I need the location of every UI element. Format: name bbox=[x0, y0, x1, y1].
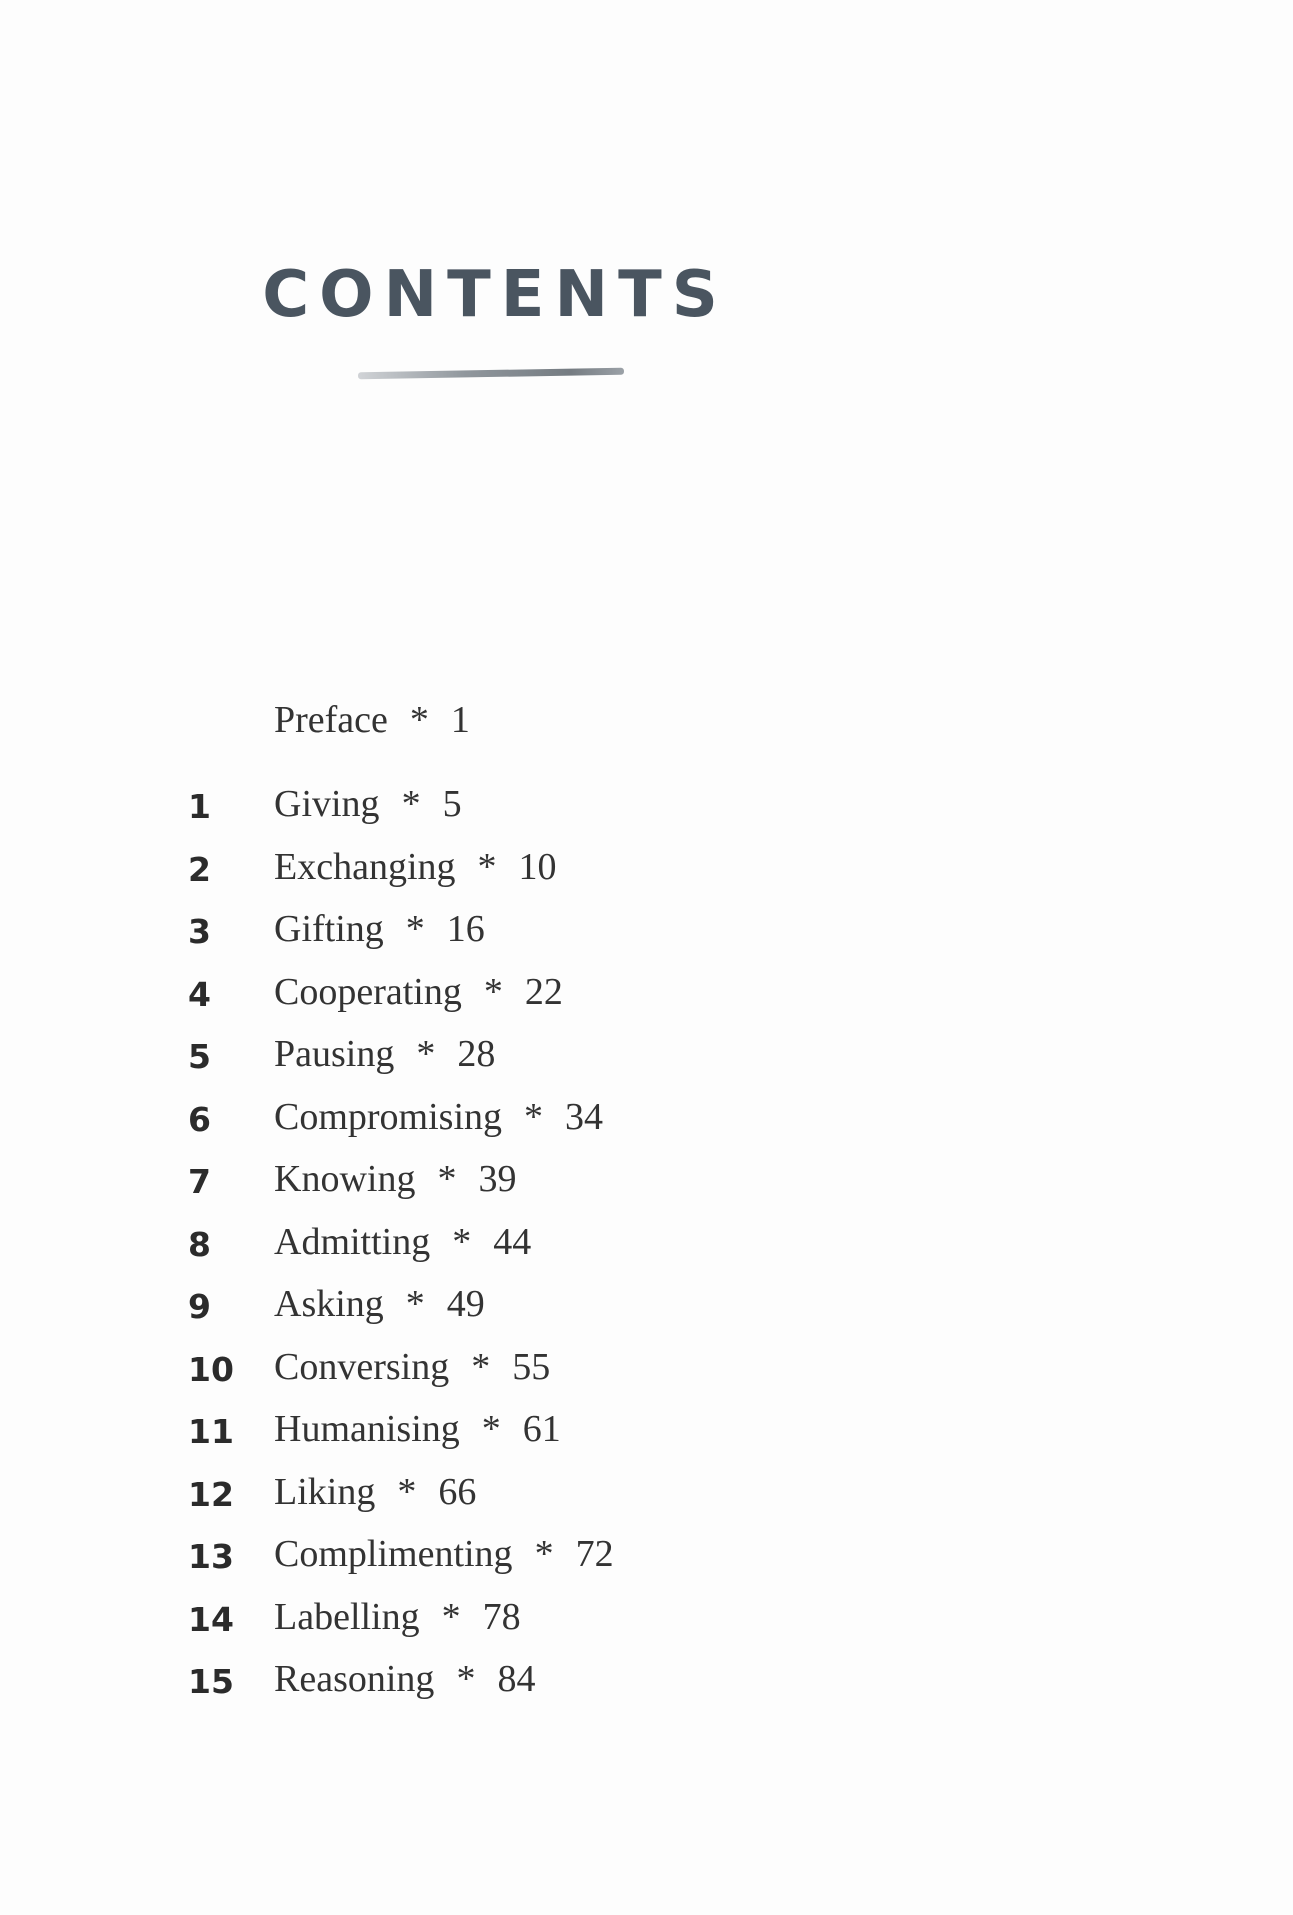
separator-asterisk: * bbox=[401, 783, 421, 825]
toc-entry[interactable] bbox=[0, 1026, 800, 1076]
toc-entry[interactable] bbox=[0, 1339, 800, 1389]
chapter-number: 15 bbox=[188, 1662, 234, 1701]
chapter-number: 7 bbox=[188, 1162, 211, 1201]
chapter-number: 11 bbox=[188, 1412, 234, 1451]
entry-page: 55 bbox=[512, 1345, 551, 1388]
toc-entry[interactable] bbox=[0, 964, 800, 1014]
toc-entry[interactable] bbox=[0, 1276, 800, 1326]
chapter-number: 8 bbox=[188, 1224, 211, 1264]
entry-page: 84 bbox=[497, 1658, 536, 1700]
toc-entry-preface[interactable] bbox=[0, 692, 800, 742]
entry-page: 72 bbox=[575, 1533, 614, 1575]
separator-asterisk: * bbox=[477, 845, 497, 888]
entry-title: Admitting bbox=[274, 1220, 431, 1263]
chapter-number: 13 bbox=[188, 1537, 234, 1576]
separator-asterisk: * bbox=[416, 1033, 436, 1075]
separator-asterisk: * bbox=[481, 1408, 501, 1450]
toc-entry[interactable] bbox=[0, 1089, 800, 1139]
toc-entry[interactable] bbox=[0, 1214, 800, 1264]
entry-page: 61 bbox=[522, 1408, 561, 1450]
separator-asterisk: * bbox=[471, 1345, 491, 1388]
entry-title: Knowing bbox=[274, 1158, 416, 1200]
toc-entry[interactable] bbox=[0, 1401, 800, 1451]
toc-entry[interactable] bbox=[0, 1464, 800, 1514]
toc-entry[interactable] bbox=[0, 1151, 800, 1201]
separator-asterisk: * bbox=[452, 1220, 472, 1263]
chapter-number: 4 bbox=[188, 974, 211, 1014]
entry-title: Giving bbox=[274, 783, 380, 825]
entry-page: 1 bbox=[450, 699, 470, 741]
entry-page: 28 bbox=[457, 1033, 496, 1075]
toc-entry[interactable] bbox=[0, 1589, 800, 1639]
toc-entry[interactable] bbox=[0, 776, 800, 826]
title-underline-rule bbox=[358, 368, 624, 380]
separator-asterisk: * bbox=[456, 1658, 476, 1700]
entry-page: 5 bbox=[442, 783, 462, 825]
entry-page: 78 bbox=[482, 1595, 521, 1638]
entry-page: 66 bbox=[438, 1470, 477, 1513]
entry-title: Reasoning bbox=[274, 1658, 435, 1700]
separator-asterisk: * bbox=[483, 970, 503, 1013]
toc-entry[interactable] bbox=[0, 1651, 800, 1701]
entry-title: Pausing bbox=[274, 1033, 395, 1075]
toc-entry[interactable] bbox=[0, 1526, 800, 1576]
entry-page: 10 bbox=[518, 845, 557, 888]
chapter-number: 5 bbox=[188, 1037, 211, 1076]
entry-title: Compromising bbox=[274, 1095, 503, 1138]
entry-page: 16 bbox=[446, 908, 485, 950]
chapter-number: 14 bbox=[188, 1599, 234, 1639]
entry-page: 44 bbox=[493, 1220, 532, 1263]
separator-asterisk: * bbox=[397, 1470, 417, 1513]
entry-title: Humanising bbox=[274, 1408, 460, 1450]
separator-asterisk: * bbox=[441, 1595, 461, 1638]
entry-title: Preface bbox=[274, 699, 388, 741]
toc-entry[interactable] bbox=[0, 839, 800, 889]
separator-asterisk: * bbox=[409, 699, 429, 741]
entry-title: Labelling bbox=[274, 1595, 420, 1638]
entry-page: 34 bbox=[565, 1095, 604, 1138]
chapter-number: 9 bbox=[188, 1287, 211, 1326]
separator-asterisk: * bbox=[405, 908, 425, 950]
entry-title: Complimenting bbox=[274, 1533, 513, 1575]
chapter-number: 1 bbox=[188, 787, 211, 826]
chapter-number: 10 bbox=[188, 1349, 234, 1389]
entry-page: 22 bbox=[524, 970, 563, 1013]
entry-title: Asking bbox=[274, 1283, 384, 1325]
separator-asterisk: * bbox=[534, 1533, 554, 1575]
entry-title: Gifting bbox=[274, 908, 384, 950]
separator-asterisk: * bbox=[437, 1158, 457, 1200]
separator-asterisk: * bbox=[524, 1095, 544, 1138]
chapter-number: 12 bbox=[188, 1474, 234, 1514]
chapter-number: 2 bbox=[188, 849, 211, 889]
entry-page: 49 bbox=[446, 1283, 485, 1325]
separator-asterisk: * bbox=[405, 1283, 425, 1325]
chapter-number: 6 bbox=[188, 1099, 211, 1139]
chapter-number: 3 bbox=[188, 912, 211, 951]
entry-page: 39 bbox=[478, 1158, 517, 1200]
toc-entry[interactable] bbox=[0, 901, 800, 951]
page-title: CONTENTS bbox=[262, 258, 728, 332]
entry-title: Liking bbox=[274, 1470, 376, 1513]
entry-title: Exchanging bbox=[274, 845, 456, 888]
entry-title: Conversing bbox=[274, 1345, 450, 1388]
entry-title: Cooperating bbox=[274, 970, 462, 1013]
